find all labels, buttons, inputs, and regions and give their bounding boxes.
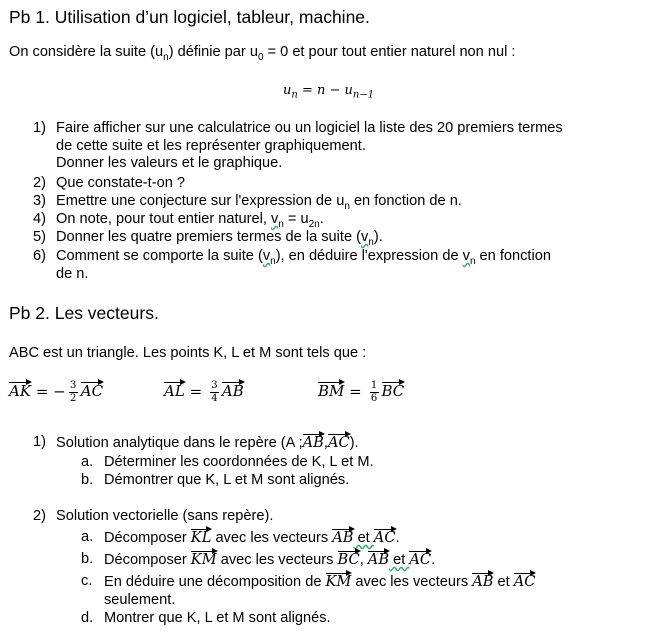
pb2-title: Pb 2. Les vecteurs. bbox=[9, 303, 159, 323]
equation-al: AL = $\frac{3}{4}$ AB bbox=[164, 380, 244, 404]
equation-ak: AK = − $\frac{3}{2}$ AC bbox=[9, 380, 104, 404]
recurrence-formula: $u_n = n - u_{n-1}$ bbox=[283, 83, 375, 101]
pb1-title: Pb 1. Utilisation d’un logiciel, tableur, machine. bbox=[9, 7, 370, 27]
pb2-intro: ABC est un triangle. Les points K, L et M sont tels que : bbox=[9, 345, 367, 361]
equation-bm: BM = $\frac{1}{6}$ BC bbox=[318, 380, 405, 404]
pb1-intro: On considère la suite $(u_n)$ définie par $u_0 = 0$ et pour tout entier naturel non nul : bbox=[9, 44, 516, 63]
